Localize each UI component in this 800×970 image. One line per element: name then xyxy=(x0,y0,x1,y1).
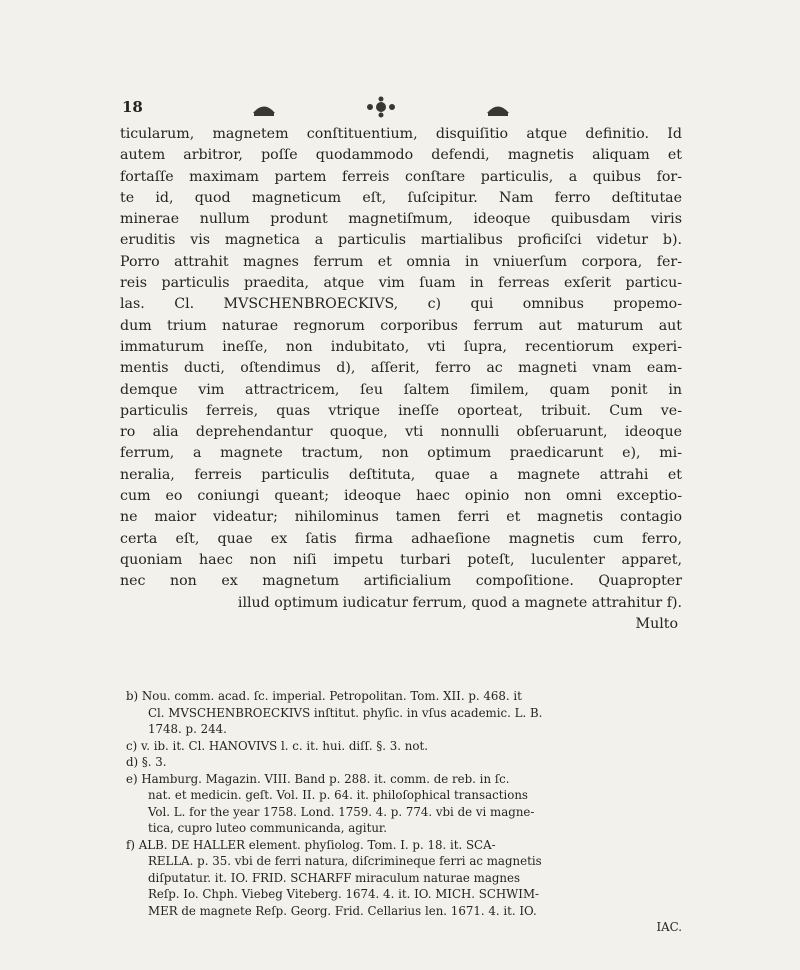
footnote-line: c) v. ib. it. Cl. HANOVIVS l. c. it. hui. diſſ. §. 3. not. xyxy=(126,738,428,753)
footnote-line: 1748. p. 244. xyxy=(148,722,227,736)
text-line: neralia, ferreis particulis deſtituta, quae a magnete attrahi et xyxy=(120,466,682,483)
footnote-line: nat. et medicin. geſt. Vol. II. p. 64. it. philoſophical transactions xyxy=(148,788,528,802)
footnote-line: RELLA. p. 35. vbi de ferri natura, diſcrimineque ferri ac magnetis xyxy=(148,854,542,868)
text-line: ro alia deprehendantur quoque, vti nonnulli obſeruarunt, ideoque xyxy=(120,424,682,441)
main-text xyxy=(120,124,682,635)
footnote xyxy=(126,738,686,755)
footnote xyxy=(126,771,686,837)
text-line: reis particulis praedita, atque vim ſuam in ferreas exſerit particu- xyxy=(120,275,682,292)
text-line: illud optimum iudicatur ferrum, quod a magnete attrahitur f). xyxy=(237,594,682,611)
text-line: ne maior videatur; nihilominus tamen ferri et magnetis contagio xyxy=(120,509,682,526)
text-line: te id, quod magneticum eſt, ſuſcipitur. Nam ferro deſtitutae xyxy=(120,189,682,206)
text-line: demque vim attractricem, ſeu ſaltem ſimilem, quam ponit in xyxy=(120,381,682,398)
text-line: las. Cl. MVSCHENBROECKIVS, c) qui omnibus propemo- xyxy=(120,296,682,313)
text-line: minerae nullum produnt magnetiſmum, ideoque quibusdam viris xyxy=(120,211,682,228)
ornament-center-icon xyxy=(360,96,402,118)
ornament-right-icon xyxy=(484,96,512,118)
footnote-line: Vol. L. for the year 1758. Lond. 1759. 4. p. 774. vbi de vi magne- xyxy=(148,804,535,819)
footnote xyxy=(126,754,686,771)
footnote-line: f) ALB. DE HALLER element. phyſiolog. Tom. I. p. 18. it. SCA- xyxy=(126,837,496,852)
text-line: cum eo coniungi queant; ideoque haec opinio non omni exceptio- xyxy=(120,488,682,505)
text-line: particulis ferreis, quas vtrique ineſſe oporteat, tribuit. Cum ve- xyxy=(120,402,682,419)
page-header xyxy=(122,96,682,120)
text-line: eruditis vis magnetica a particulis martialibus proficiſci videtur b). xyxy=(120,232,682,249)
footnote-catchword: IAC. xyxy=(656,920,682,934)
text-line: quoniam haec non niſi impetu turbari poteſt, luculenter apparet, xyxy=(120,551,682,568)
footnote-line: b) Nou. comm. acad. ſc. imperial. Petropolitan. Tom. XII. p. 468. it xyxy=(126,689,522,703)
footnotes xyxy=(126,688,686,936)
text-line: autem arbitror, poſſe quodammodo defendi, magnetis aliquam et xyxy=(120,147,682,164)
catchword: Multo xyxy=(635,615,678,632)
footnote-line: diſputatur. it. IO. FRID. SCHARFF miraculum naturae magnes xyxy=(148,870,521,885)
text-line: dum trium naturae regnorum corporibus ferrum aut maturum aut xyxy=(120,317,682,334)
text-line: ferrum, a magnete tractum, non optimum praedicarunt e), mi- xyxy=(120,445,682,462)
footnote-line: MER de magnete Reſp. Georg. Frid. Cellarius len. 1671. 4. it. IO. xyxy=(148,903,537,918)
text-line: Porro attrahit magnes ferrum et omnia in vniuerſum corpora, fer- xyxy=(120,253,682,270)
footnote-line: d) §. 3. xyxy=(126,755,167,769)
footnote-line: Reſp. Io. Chph. Viebeg Viteberg. 1674. 4. it. IO. MICH. SCHWIM- xyxy=(148,887,540,901)
ornament-left-icon xyxy=(250,96,278,118)
page-number: 18 xyxy=(122,98,143,116)
footnote-line: tica, cupro luteo communicanda, agitur. xyxy=(148,821,388,835)
footnote-line: Cl. MVSCHENBROECKIVS inſtitut. phyſic. in vſus academic. L. B. xyxy=(148,705,543,720)
text-line: fortaſſe maximam partem ferreis conſtare particulis, a quibus for- xyxy=(120,168,682,185)
footnote xyxy=(126,837,686,920)
text-line: ticularum, magnetem conſtituentium, disquiſitio atque definitio. Id xyxy=(120,126,682,142)
footnote xyxy=(126,688,686,738)
footnote-line: e) Hamburg. Magazin. VIII. Band p. 288. it. comm. de reb. in ſc. xyxy=(126,771,510,786)
text-line: immaturum ineſſe, non indubitato, vti ſupra, recentiorum experi- xyxy=(120,338,682,355)
text-line: certa eſt, quae ex ſatis firma adhaeſione magnetis cum ferro, xyxy=(120,530,682,547)
text-line: nec non ex magnetum artificialium compoſitione. Quapropter xyxy=(120,573,682,590)
text-line: mentis ducti, oſtendimus d), aſſerit, ferro ac magneti vnam eam- xyxy=(120,360,682,377)
